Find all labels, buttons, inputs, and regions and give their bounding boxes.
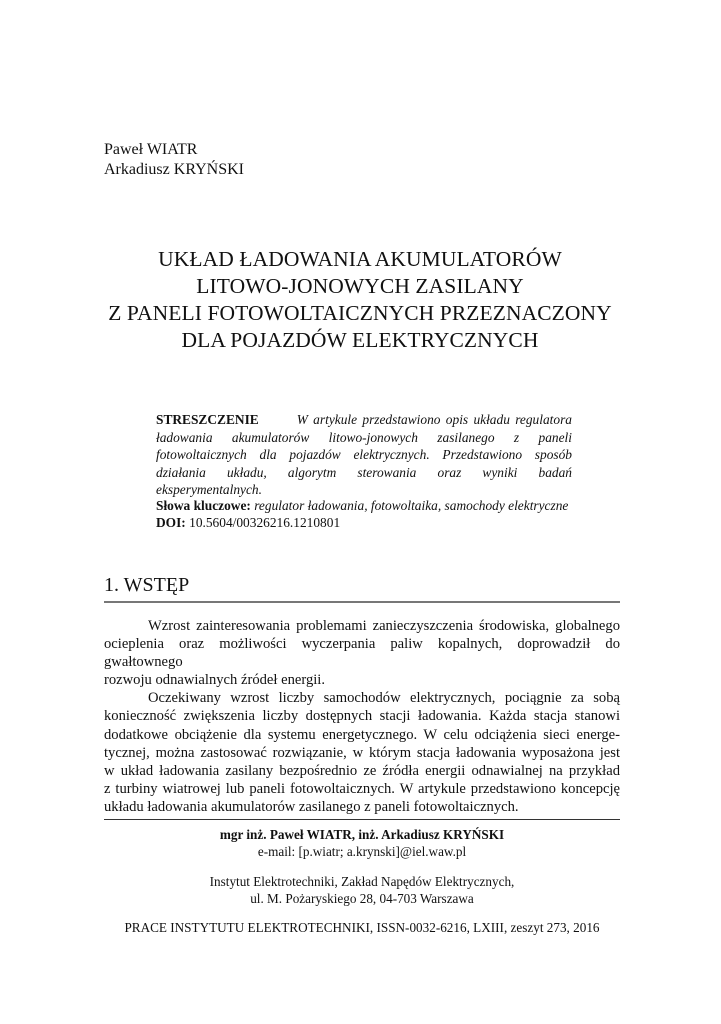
title-line: UKŁAD ŁADOWANIA AKUMULATORÓW [158, 247, 562, 271]
footnote-institute: Instytut Elektrotechniki, Zakład Napędów Elektrycznych, [209, 874, 515, 889]
abstract-text: W artykule przedstawiono opis układu regulatora ładowania akumulatorów litowo-jonowych zasilanego z paneli fotowoltaicznych dla pojazdów elektrycznych. Przedstawiono sposób działania układu, algorytm sterowania oraz wyniki badań eksperymentalnych. [156, 412, 572, 498]
section-heading: 1. WSTĘP [104, 574, 190, 596]
author-name: Arkadiusz KRYŃSKI [104, 161, 244, 178]
keywords-block [156, 497, 568, 531]
doi-label: DOI: [156, 515, 186, 530]
text-line: Wzrost zainteresowania problemami zanieczyszczenia środowiska, globalnego [148, 618, 620, 634]
text-line: w układ ładowania zasilany bezpośrednio ze źródła energii odnawialnej na przykład [104, 762, 620, 779]
abstract-label: STRESZCZENIE [156, 412, 259, 427]
footnote-divider [104, 819, 620, 820]
paper-title [60, 246, 660, 354]
text-line: ocieplenia oraz możliwości wyczerpania paliw kopalnych, doprowadził do gwałtownego [104, 636, 620, 671]
paragraph [104, 689, 620, 816]
journal-citation: PRACE INSTYTUTU ELEKTROTECHNIKI, ISSN-0032-6216, LXIII, zeszyt 273, 2016 [124, 920, 600, 935]
footnote-email: e-mail: [p.wiatr; a.krynski]@iel.waw.pl [257, 844, 467, 859]
keywords-label: Słowa kluczowe: [156, 498, 251, 513]
abstract [156, 411, 572, 499]
keywords-text: regulator ładowania, fotowoltaika, samochody elektryczne [254, 498, 569, 513]
keywords [156, 497, 568, 514]
footnote-address: ul. M. Pożaryskiego 28, 04-703 Warszawa [250, 891, 474, 906]
spacer [104, 860, 620, 873]
footnote [104, 826, 620, 936]
title-line: Z PANELI FOTOWOLTAICZNYCH PRZEZNACZONY [108, 301, 612, 325]
doi-text: 10.5604/00326216.1210801 [189, 515, 341, 530]
text-line: układu ładowania akumulatorów zasilanego z paneli fotowoltaicznych. [104, 798, 519, 815]
section-body [104, 617, 620, 816]
author-name: Paweł WIATR [104, 141, 198, 158]
title-line: LITOWO-JONOWYCH ZASILANY [196, 274, 524, 298]
paragraph [104, 617, 620, 689]
text-line: tycznej, można zastosować rozwiązanie, w którym stacja ładowania wyposażona jest [104, 744, 620, 761]
author-list [104, 140, 244, 180]
text-line: rozwoju odnawialnych źródeł energii. [104, 672, 325, 689]
text-line: dodatkowe obciążenie dla systemu energetycznego. W celu odciążenia sieci energe- [104, 726, 620, 743]
footnote-authors: mgr inż. Paweł WIATR, inż. Arkadiusz KRYŃSKI [219, 827, 505, 842]
title-line: DLA POJAZDÓW ELEKTRYCZNYCH [181, 328, 539, 352]
text-line: z turbiny wiatrowej lub paneli fotowoltaicznych. W artykule przedstawiono koncepcję [104, 780, 620, 797]
text-line: Oczekiwany wzrost liczby samochodów elektrycznych, pociągnie za sobą [148, 690, 620, 707]
section-divider [104, 601, 620, 603]
text-line: konieczność zwiększenia liczby dostępnych stacji ładowania. Każda stacja stanowi [104, 708, 620, 725]
doi [156, 514, 568, 531]
